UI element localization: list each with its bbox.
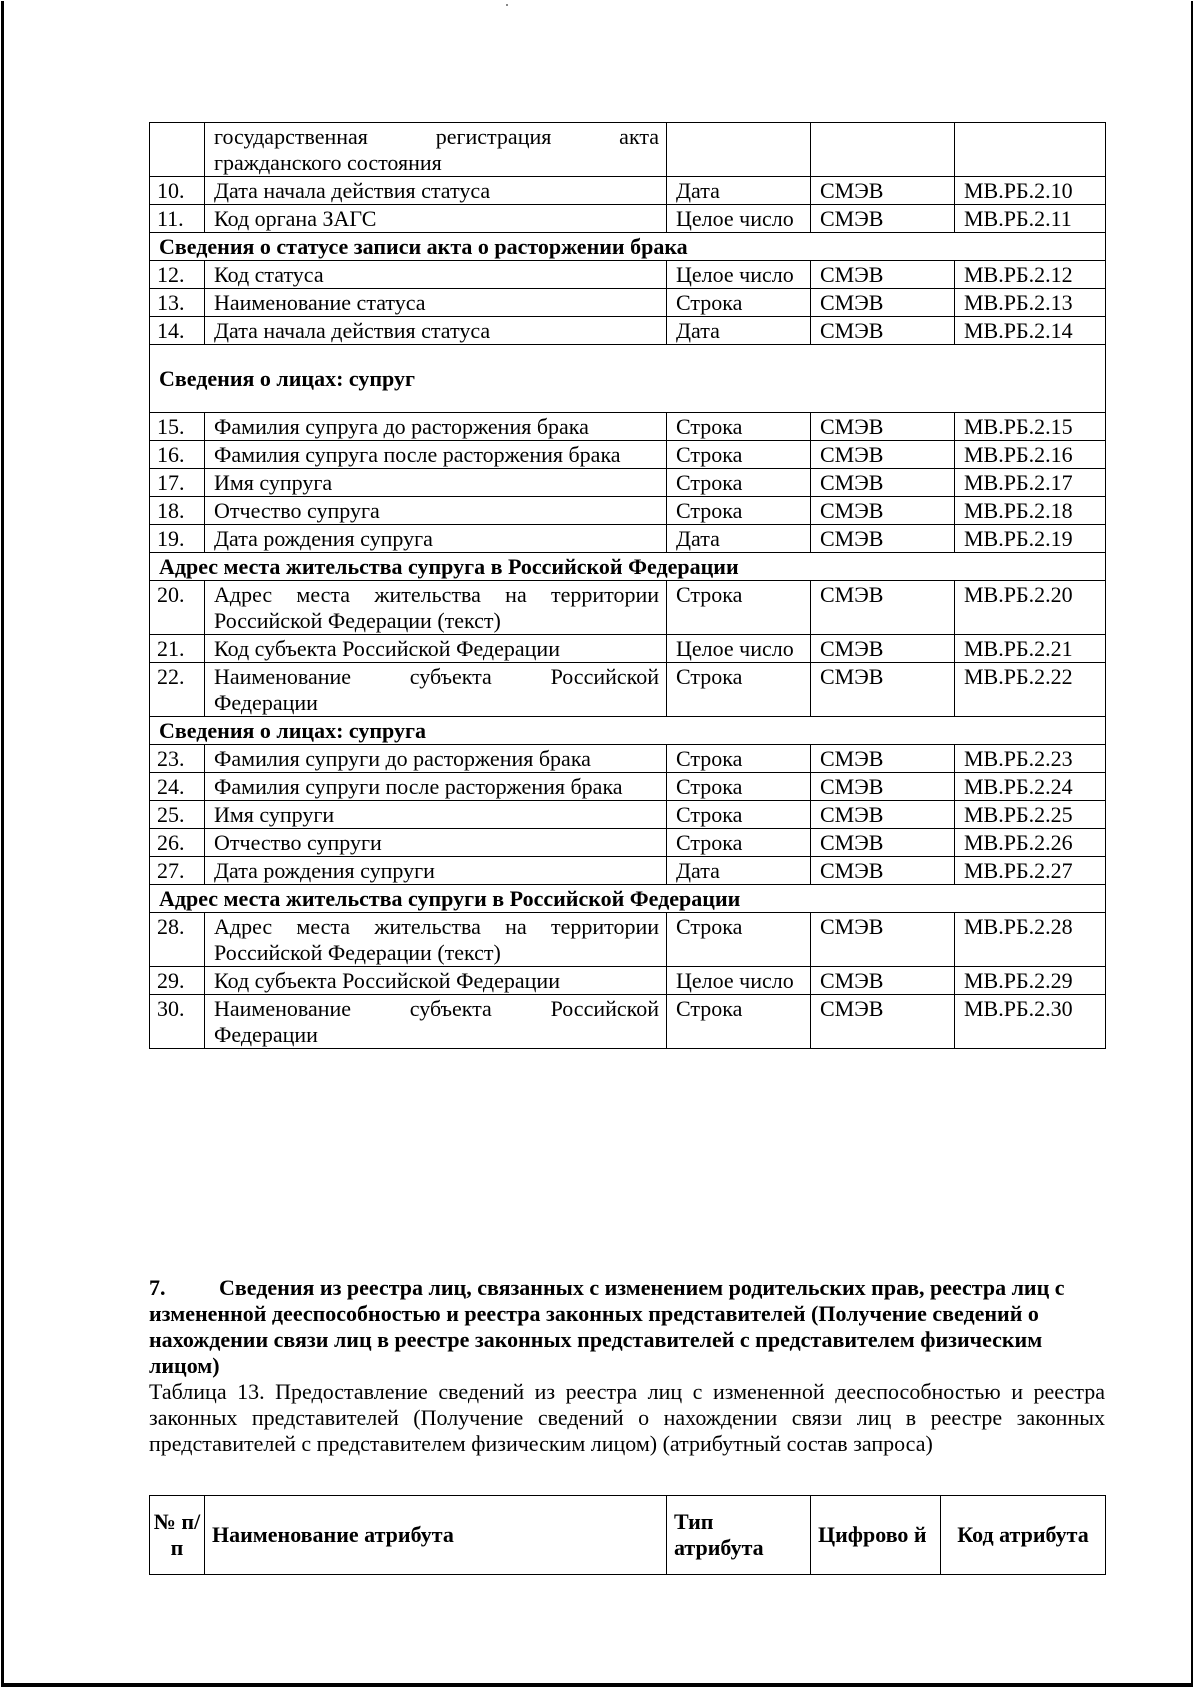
attribute-type: Строка: [667, 801, 811, 829]
attributes-table-body: [150, 123, 1106, 1049]
table-row: [150, 995, 1106, 1049]
attribute-name: государственная регистрация акта гражданского состояния: [205, 123, 667, 177]
attribute-name: Дата начала действия статуса: [205, 177, 667, 205]
table-row: [150, 317, 1106, 345]
attribute-name: Отчество супруги: [205, 829, 667, 857]
table-row: [150, 663, 1106, 717]
attribute-name: Дата рождения супруга: [205, 525, 667, 553]
attribute-source: СМЭВ: [811, 581, 955, 635]
attribute-name: Наименование субъекта Российской Федерации: [205, 995, 667, 1049]
table-row: [150, 635, 1106, 663]
attribute-code: МВ.РБ.2.17: [955, 469, 1106, 497]
attribute-type: Строка: [667, 913, 811, 967]
row-number: 12.: [150, 261, 205, 289]
table-row: [150, 745, 1106, 773]
attribute-name: Отчество супруга: [205, 497, 667, 525]
attribute-code: МВ.РБ.2.28: [955, 913, 1106, 967]
header-name: Наименование атрибута: [205, 1496, 667, 1575]
attribute-name: Код субъекта Российской Федерации: [205, 967, 667, 995]
attribute-source: СМЭВ: [811, 177, 955, 205]
row-number: 26.: [150, 829, 205, 857]
row-number: 30.: [150, 995, 205, 1049]
attribute-type: Дата: [667, 317, 811, 345]
attribute-code: МВ.РБ.2.27: [955, 857, 1106, 885]
attribute-code: МВ.РБ.2.16: [955, 441, 1106, 469]
attribute-source: СМЭВ: [811, 469, 955, 497]
attribute-name: Наименование статуса: [205, 289, 667, 317]
attribute-code: МВ.РБ.2.25: [955, 801, 1106, 829]
row-number: 23.: [150, 745, 205, 773]
section-title: Сведения о статусе записи акта о расторжении брака: [150, 233, 1106, 261]
attribute-type: Строка: [667, 289, 811, 317]
attribute-name: Имя супруги: [205, 801, 667, 829]
attribute-name: Имя супруга: [205, 469, 667, 497]
attribute-type: Строка: [667, 829, 811, 857]
attribute-code: МВ.РБ.2.11: [955, 205, 1106, 233]
attribute-type: Строка: [667, 497, 811, 525]
section-7-number: 7.: [149, 1275, 166, 1300]
header-digital: Цифрово й: [811, 1496, 941, 1575]
attribute-type: Строка: [667, 413, 811, 441]
attribute-type: Целое число: [667, 967, 811, 995]
row-number: 15.: [150, 413, 205, 441]
attributes-table: [149, 122, 1106, 1049]
attribute-name: Дата начала действия статуса: [205, 317, 667, 345]
header-code: Код атрибута: [941, 1496, 1106, 1575]
attribute-code: МВ.РБ.2.18: [955, 497, 1106, 525]
attribute-type: Дата: [667, 177, 811, 205]
attribute-source: СМЭВ: [811, 967, 955, 995]
attribute-source: СМЭВ: [811, 995, 955, 1049]
row-number: 27.: [150, 857, 205, 885]
row-number: 29.: [150, 967, 205, 995]
attribute-name: Адрес места жительства на территории Российской Федерации (текст): [205, 581, 667, 635]
header-num: № п/п: [150, 1496, 205, 1575]
row-number: 25.: [150, 801, 205, 829]
attribute-code: МВ.РБ.2.21: [955, 635, 1106, 663]
attribute-source: СМЭВ: [811, 801, 955, 829]
attribute-type: Дата: [667, 857, 811, 885]
table-row: [150, 801, 1106, 829]
attribute-type: [667, 123, 811, 177]
attribute-type: Целое число: [667, 205, 811, 233]
table-row: [150, 205, 1106, 233]
table-row: [150, 773, 1106, 801]
attribute-type: Дата: [667, 525, 811, 553]
section-title: Адрес места жительства супруги в Российской Федерации: [150, 885, 1106, 913]
table-row: [150, 829, 1106, 857]
section-7: [149, 1275, 1105, 1457]
attribute-source: СМЭВ: [811, 829, 955, 857]
section-7-heading: [149, 1275, 1105, 1379]
section-row: [150, 553, 1106, 581]
row-number: 21.: [150, 635, 205, 663]
row-number: 10.: [150, 177, 205, 205]
attribute-code: МВ.РБ.2.14: [955, 317, 1106, 345]
row-number: 13.: [150, 289, 205, 317]
row-number: [150, 123, 205, 177]
table-row: [150, 261, 1106, 289]
attribute-code: МВ.РБ.2.26: [955, 829, 1106, 857]
attribute-type: Целое число: [667, 635, 811, 663]
attribute-type: Строка: [667, 581, 811, 635]
section-title: Сведения о лицах: супруг: [150, 345, 1106, 413]
attribute-type: Строка: [667, 773, 811, 801]
row-number: 14.: [150, 317, 205, 345]
attribute-name: Фамилия супруги до расторжения брака: [205, 745, 667, 773]
attribute-name: Фамилия супруга до расторжения брака: [205, 413, 667, 441]
section-row: [150, 885, 1106, 913]
row-number: 28.: [150, 913, 205, 967]
attribute-code: МВ.РБ.2.20: [955, 581, 1106, 635]
table-row: [150, 469, 1106, 497]
row-number: 17.: [150, 469, 205, 497]
attribute-code: МВ.РБ.2.12: [955, 261, 1106, 289]
table-row: [150, 857, 1106, 885]
attribute-code: МВ.РБ.2.30: [955, 995, 1106, 1049]
row-number: 20.: [150, 581, 205, 635]
section-row: [150, 717, 1106, 745]
attribute-type: Целое число: [667, 261, 811, 289]
section-7-heading-text: Сведения из реестра лиц, связанных с изменением родительских прав, реестра лиц с измененной дееспособностью и реестра законных представителей (Получение сведений о нахождении связи лиц в реестре законных представителей с представителем физическим лицом): [149, 1275, 1065, 1378]
attribute-type: Строка: [667, 663, 811, 717]
table-row: [150, 497, 1106, 525]
section-title: Адрес места жительства супруга в Российской Федерации: [150, 553, 1106, 581]
attribute-type: Строка: [667, 745, 811, 773]
table-row: [150, 177, 1106, 205]
table-row: [150, 581, 1106, 635]
table-row: [150, 123, 1106, 177]
attribute-source: СМЭВ: [811, 663, 955, 717]
section-row: [150, 345, 1106, 413]
row-number: 18.: [150, 497, 205, 525]
row-number: 11.: [150, 205, 205, 233]
attribute-type: Строка: [667, 995, 811, 1049]
table-row: [150, 913, 1106, 967]
attribute-type: Строка: [667, 469, 811, 497]
attribute-source: СМЭВ: [811, 773, 955, 801]
attribute-source: СМЭВ: [811, 441, 955, 469]
table-row: [150, 289, 1106, 317]
row-number: 22.: [150, 663, 205, 717]
attribute-name: Код субъекта Российской Федерации: [205, 635, 667, 663]
attribute-code: МВ.РБ.2.23: [955, 745, 1106, 773]
attribute-name: Код органа ЗАГС: [205, 205, 667, 233]
attribute-code: МВ.РБ.2.22: [955, 663, 1106, 717]
attribute-name: Код статуса: [205, 261, 667, 289]
attribute-source: СМЭВ: [811, 745, 955, 773]
attribute-source: СМЭВ: [811, 857, 955, 885]
attribute-name: Дата рождения супруги: [205, 857, 667, 885]
table-13-header: [149, 1495, 1106, 1575]
table-row: [150, 413, 1106, 441]
attribute-code: МВ.РБ.2.24: [955, 773, 1106, 801]
attribute-name: Наименование субъекта Российской Федерации: [205, 663, 667, 717]
attribute-source: СМЭВ: [811, 413, 955, 441]
attribute-type: Строка: [667, 441, 811, 469]
attribute-code: МВ.РБ.2.29: [955, 967, 1106, 995]
attribute-source: СМЭВ: [811, 525, 955, 553]
attribute-code: МВ.РБ.2.15: [955, 413, 1106, 441]
row-number: 19.: [150, 525, 205, 553]
attribute-code: [955, 123, 1106, 177]
attribute-source: СМЭВ: [811, 289, 955, 317]
attribute-source: СМЭВ: [811, 261, 955, 289]
section-row: [150, 233, 1106, 261]
attribute-name: Фамилия супруги после расторжения брака: [205, 773, 667, 801]
section-title: Сведения о лицах: супруга: [150, 717, 1106, 745]
attribute-name: Фамилия супруга после расторжения брака: [205, 441, 667, 469]
attribute-source: СМЭВ: [811, 913, 955, 967]
attribute-source: [811, 123, 955, 177]
attribute-name: Адрес места жительства на территории Российской Федерации (текст): [205, 913, 667, 967]
row-number: 24.: [150, 773, 205, 801]
attribute-code: МВ.РБ.2.10: [955, 177, 1106, 205]
table-row: [150, 441, 1106, 469]
attribute-source: СМЭВ: [811, 497, 955, 525]
row-number: 16.: [150, 441, 205, 469]
table-13-caption: Таблица 13. Предоставление сведений из реестра лиц с измененной дееспособностью и реестра законных представителей (Получение сведений о нахождении связи лиц в реестре законных представителей с представителем физическим лицом) (атрибутный состав запроса): [149, 1379, 1105, 1456]
table-row: [150, 967, 1106, 995]
table-row: [150, 525, 1106, 553]
attribute-code: МВ.РБ.2.13: [955, 289, 1106, 317]
attribute-source: СМЭВ: [811, 205, 955, 233]
scan-speck: [506, 4, 508, 6]
attribute-source: СМЭВ: [811, 317, 955, 345]
attribute-code: МВ.РБ.2.19: [955, 525, 1106, 553]
attribute-source: СМЭВ: [811, 635, 955, 663]
header-type: Тип атрибута: [667, 1496, 811, 1575]
table-13-header-row: [150, 1496, 1106, 1575]
